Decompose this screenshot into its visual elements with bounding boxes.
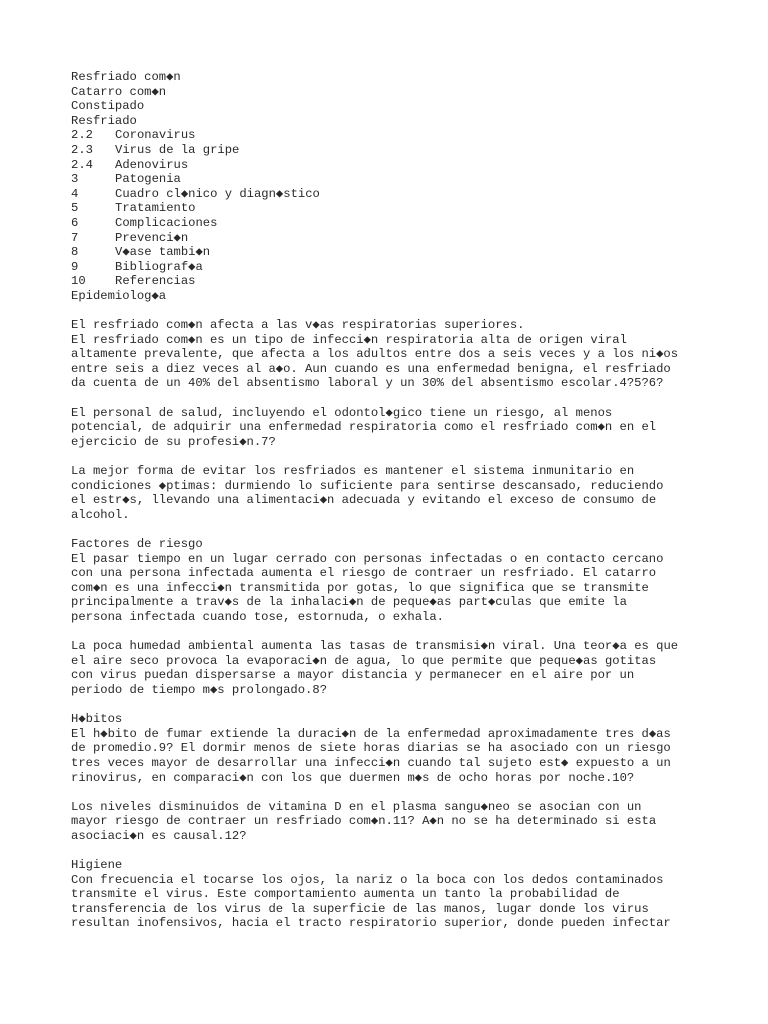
toc-title: Referencias	[115, 274, 196, 289]
paragraph-gap	[71, 843, 711, 858]
paragraph-gap	[71, 391, 711, 406]
toc-number: 6	[71, 215, 79, 230]
paragraph-line: Con frecuencia el tocarse los ojos, la nariz o la boca con los dedos contaminados	[71, 872, 664, 887]
paragraph-line: con una persona infectada aumenta el riesgo de contraer un resfriado. El catarro	[71, 566, 657, 581]
paragraph-line: potencial, de adquirir una enfermedad respiratoria como el resfriado com◆n en el	[71, 420, 657, 435]
paragraph-line: asociaci◆n es causal.12?	[71, 828, 247, 843]
paragraph-gap	[71, 698, 711, 713]
paragraph-line: transmite el virus. Este comportamiento aumenta un tanto la probabilidad de	[71, 887, 620, 902]
toc-number: 3	[71, 172, 79, 187]
table-of-contents	[71, 128, 711, 289]
paragraph-line: ejercicio de su profesi◆n.7?	[71, 434, 276, 449]
toc-entry	[71, 172, 711, 187]
subsection-heading: H◆bitos	[71, 712, 123, 727]
title-line: Resfriado com◆n	[71, 70, 181, 84]
toc-title: Prevenci◆n	[115, 230, 189, 245]
toc-entry	[71, 158, 711, 173]
paragraph-gap	[71, 785, 711, 800]
toc-title: Virus de la gripe	[115, 142, 240, 157]
paragraph-line: resultan inofensivos, hacia el tracto respiratorio superior, donde pueden infectar	[71, 916, 671, 931]
paragraph-gap	[71, 522, 711, 537]
toc-number: 8	[71, 245, 79, 260]
toc-entry	[71, 143, 711, 158]
paragraph-line: La poca humedad ambiental aumenta las tasas de transmisi◆n viral. Una teor◆a es que	[71, 639, 679, 654]
toc-title: Patogenia	[115, 172, 181, 187]
paragraph-line: condiciones ◆ptimas: durmiendo lo suficiente para sentirse descansado, reduciendo	[71, 478, 664, 493]
title-line: Catarro com◆n	[71, 84, 167, 99]
toc-number: 2.3	[71, 142, 93, 157]
subsection-heading: Factores de riesgo	[71, 537, 203, 551]
paragraph-gap	[71, 449, 711, 464]
paragraph-line: El resfriado com◆n es un tipo de infecci◆n respiratoria alta de origen viral	[71, 332, 627, 347]
paragraph-line: El resfriado com◆n afecta a las v◆as respiratorias superiores.	[71, 318, 525, 333]
paragraph-line: El pasar tiempo en un lugar cerrado con personas infectadas o en contacto cercano	[71, 551, 664, 566]
paragraph-line: transferencia de los virus de la superficie de las manos, lugar donde los virus	[71, 901, 649, 916]
title-line: Constipado	[71, 99, 145, 114]
toc-entry	[71, 187, 711, 202]
paragraph-line: rinovirus, en comparaci◆n con los que duermen m◆s de ocho horas por noche.10?	[71, 770, 635, 785]
toc-title: Coronavirus	[115, 128, 196, 143]
toc-number: 9	[71, 259, 79, 274]
toc-number: 2.4	[71, 157, 93, 172]
paragraph-line: tres veces mayor de desarrollar una infecci◆n cuando tal sujeto est◆ expuesto a un	[71, 755, 671, 770]
paragraph-line: periodo de tiempo m◆s prolongado.8?	[71, 682, 328, 697]
toc-entry	[71, 260, 711, 275]
toc-number: 2.2	[71, 128, 93, 143]
paragraph	[71, 639, 711, 697]
toc-number: 5	[71, 201, 79, 216]
title-line: Resfriado	[71, 113, 137, 128]
section-heading: Epidemiolog◆a	[71, 288, 167, 303]
paragraph-line: com◆n es una infecci◆n transmitida por gotas, lo que significa que se transmite	[71, 580, 649, 595]
paragraph	[71, 800, 711, 844]
paragraph-line: mayor riesgo de contraer un resfriado com◆n.11? A◆n no se ha determinado si esta	[71, 814, 657, 829]
paragraph-line: da cuenta de un 40% del absentismo laboral y un 30% del absentismo escolar.4?5?6?	[71, 376, 664, 391]
document-page	[71, 70, 711, 931]
toc-title: Adenovirus	[115, 157, 189, 172]
toc-number: 10	[71, 274, 86, 289]
paragraph-line: El h◆bito de fumar extiende la duraci◆n de la enfermedad aproximadamente tres d◆as	[71, 726, 671, 741]
toc-title: V◆ase tambi◆n	[115, 245, 211, 260]
paragraph-line: El personal de salud, incluyendo el odontol◆gico tiene un riesgo, al menos	[71, 405, 613, 420]
paragraph-line: el estr◆s, llevando una alimentaci◆n adecuada y evitando el exceso de consumo de	[71, 493, 657, 508]
toc-entry	[71, 216, 711, 231]
paragraph-line: alcohol.	[71, 507, 130, 522]
paragraph-line: con virus puedan dispersarse a mayor distancia y permanecer en el aire por un	[71, 668, 635, 683]
subsection-heading: Higiene	[71, 858, 123, 873]
paragraph-gap	[71, 304, 711, 319]
toc-entry	[71, 201, 711, 216]
toc-entry	[71, 245, 711, 260]
paragraph	[71, 406, 711, 450]
toc-title: Cuadro cl◆nico y diagn◆stico	[115, 186, 320, 201]
title-block	[71, 70, 711, 128]
paragraph	[71, 712, 711, 785]
paragraph-line: persona infectada cuando tose, estornuda, o exhala.	[71, 609, 444, 624]
paragraph-line: altamente prevalente, que afecta a los adultos entre dos a seis veces y a los ni◆os	[71, 347, 679, 362]
paragraph-line: principalmente a trav◆s de la inhalaci◆n de peque◆as part◆culas que emite la	[71, 595, 627, 610]
paragraph	[71, 858, 711, 931]
paragraph-line: entre seis a diez veces al a◆o. Aun cuando es una enfermedad benigna, el resfriado	[71, 361, 671, 376]
toc-title: Complicaciones	[115, 215, 218, 230]
toc-number: 4	[71, 186, 79, 201]
paragraph-line: el aire seco provoca la evaporaci◆n de agua, lo que permite que peque◆as gotitas	[71, 653, 657, 668]
paragraph	[71, 464, 711, 522]
toc-entry	[71, 231, 711, 246]
toc-entry	[71, 128, 711, 143]
paragraph-line: Los niveles disminuidos de vitamina D en el plasma sangu◆neo se asocian con un	[71, 799, 642, 814]
paragraph	[71, 537, 711, 625]
toc-entry	[71, 274, 711, 289]
paragraph-line: La mejor forma de evitar los resfriados es mantener el sistema inmunitario en	[71, 464, 635, 479]
toc-title: Tratamiento	[115, 201, 196, 216]
paragraph	[71, 318, 711, 391]
toc-title: Bibliograf◆a	[115, 259, 203, 274]
paragraph-gap	[71, 625, 711, 640]
paragraph-line: de promedio.9? El dormir menos de siete horas diarias se ha asociado con un riesgo	[71, 741, 671, 756]
toc-number: 7	[71, 230, 79, 245]
